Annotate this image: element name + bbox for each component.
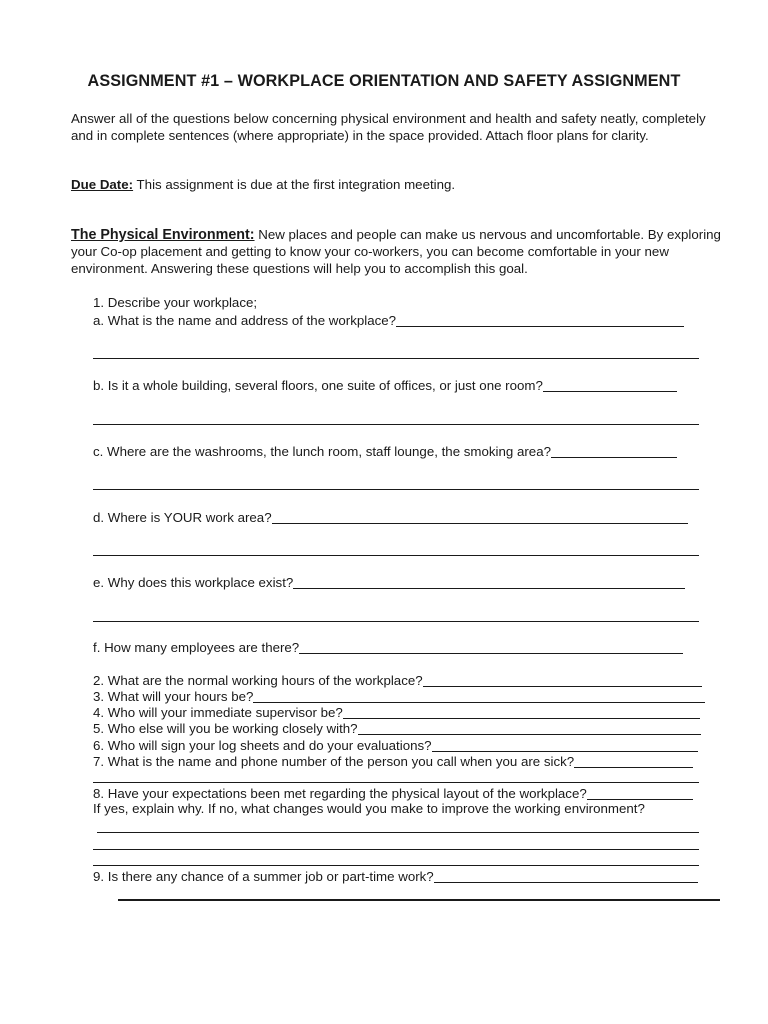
question-1c-text: c. Where are the washrooms, the lunch room, staff lounge, the smoking area? (93, 444, 551, 459)
answer-line-1b[interactable] (543, 378, 677, 392)
question-5 (93, 719, 701, 735)
answer-line-1c[interactable] (551, 444, 677, 458)
due-date-line (71, 177, 731, 194)
answer-line-7-extra[interactable] (93, 782, 699, 783)
question-7 (93, 752, 693, 768)
due-date-text: This assignment is due at the first integration meeting. (136, 177, 456, 192)
answer-line-1e-extra[interactable] (93, 621, 699, 622)
question-9-text: 9. Is there any chance of a summer job or part-time work? (93, 869, 434, 884)
answer-line-4[interactable] (343, 705, 700, 719)
question-8-text: 8. Have your expectations been met regarding the physical layout of the workplace? (93, 786, 587, 801)
question-4-text: 4. Who will your immediate supervisor be? (93, 705, 343, 720)
question-4 (93, 703, 700, 719)
answer-line-8[interactable] (587, 786, 693, 800)
assignment-title: ASSIGNMENT #1 – WORKPLACE ORIENTATION AND SAFETY ASSIGNMENT (87, 72, 681, 90)
question-1c (93, 442, 677, 458)
question-1f (93, 638, 683, 654)
question-6 (93, 736, 698, 752)
answer-line-5[interactable] (358, 721, 701, 735)
answer-line-1e[interactable] (293, 575, 685, 589)
question-1a (93, 311, 684, 327)
question-1: 1. Describe your workplace; (93, 295, 258, 310)
due-date-label: Due Date: (71, 177, 134, 192)
question-5-text: 5. Who else will you be working closely with? (93, 721, 358, 736)
question-6-text: 6. Who will sign your log sheets and do your evaluations? (93, 738, 432, 753)
question-9 (93, 867, 698, 883)
answer-line-9-extra[interactable] (118, 899, 720, 901)
intro-paragraph: Answer all of the questions below concerning physical environment and health and safety neatly, completely and in complete sentences (where appropriate) in the space provided. Attach floor plans for clarity. (71, 111, 706, 143)
answer-line-6[interactable] (432, 738, 698, 752)
answer-line-1f[interactable] (299, 640, 683, 654)
answer-line-1d[interactable] (272, 510, 688, 524)
physical-environment-text: New places and people can make us nervous and uncomfortable. By exploring your Co-op placement and getting to know your co-workers, you can become comfortable in your new environment. Answering these questions will help you to accomplish this goal. (71, 227, 721, 276)
answer-line-3[interactable] (253, 689, 705, 703)
physical-environment-section (71, 227, 731, 277)
question-1d (93, 508, 688, 524)
answer-line-9[interactable] (434, 869, 698, 883)
question-1b (93, 376, 677, 392)
answer-line-1a[interactable] (396, 313, 684, 327)
answer-line-8-c[interactable] (93, 865, 699, 866)
question-3-text: 3. What will your hours be? (93, 689, 254, 704)
question-7-text: 7. What is the name and phone number of the person you call when you are sick? (93, 754, 575, 769)
question-2 (93, 671, 702, 687)
answer-line-8-a[interactable] (97, 832, 699, 833)
answer-line-1b-extra[interactable] (93, 424, 699, 425)
question-1b-text: b. Is it a whole building, several floors, one suite of offices, or just one room? (93, 378, 543, 393)
question-8 (93, 784, 693, 800)
answer-line-2[interactable] (423, 673, 702, 687)
question-1a-text: a. What is the name and address of the workplace? (93, 313, 397, 328)
question-8-followup: If yes, explain why. If no, what changes would you make to improve the working environment? (93, 801, 645, 816)
question-3 (93, 687, 705, 703)
question-1d-text: d. Where is YOUR work area? (93, 510, 272, 525)
question-1f-text: f. How many employees are there? (93, 640, 300, 655)
question-1e (93, 573, 685, 589)
physical-environment-label: The Physical Environment: (71, 227, 255, 243)
answer-line-8-b[interactable] (93, 849, 699, 850)
answer-line-7[interactable] (574, 754, 693, 768)
answer-line-1d-extra[interactable] (93, 555, 699, 556)
question-1e-text: e. Why does this workplace exist? (93, 575, 294, 590)
answer-line-1a-extra[interactable] (93, 358, 699, 359)
answer-line-1c-extra[interactable] (93, 489, 699, 490)
question-2-text: 2. What are the normal working hours of the workplace? (93, 673, 423, 688)
